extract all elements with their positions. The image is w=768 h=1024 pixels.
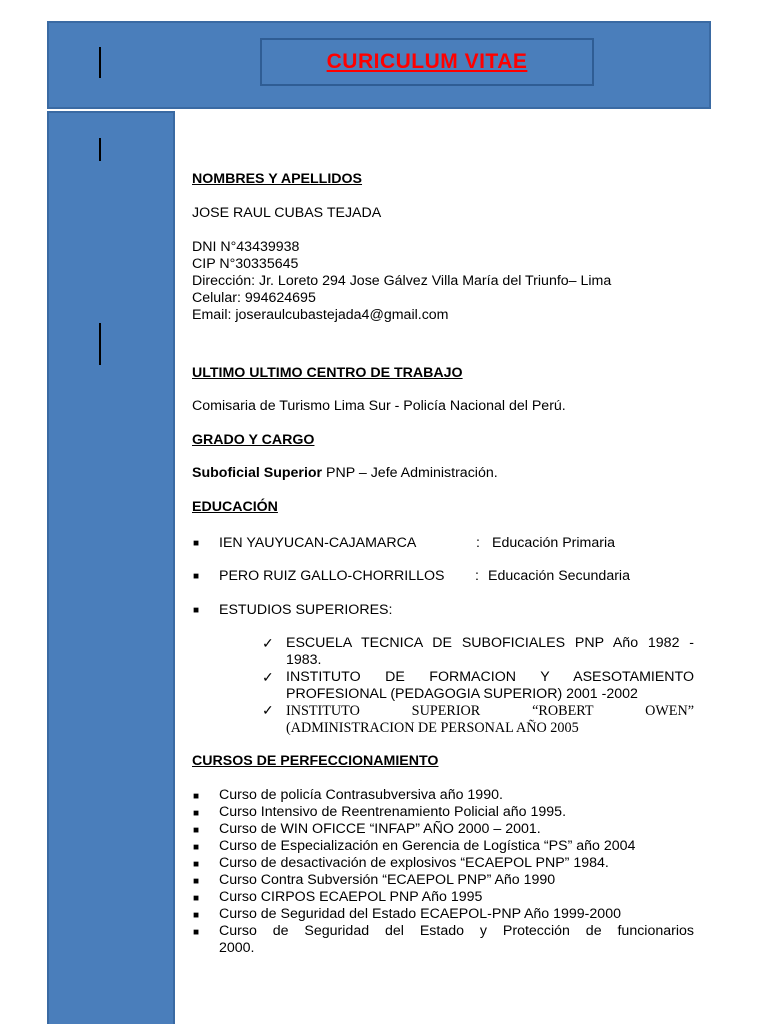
- education-school: PERO RUIZ GALLO-CHORRILLOS: [219, 568, 445, 584]
- decorative-bar: [99, 138, 101, 161]
- bullet: ■: [193, 842, 200, 853]
- full-name: JOSE RAUL CUBAS TEJADA: [192, 205, 382, 221]
- education-level: Educación Primaria: [492, 535, 616, 551]
- course-item: Curso CIRPOS ECAEPOL PNP Año 1995: [219, 889, 483, 905]
- cip: CIP N°30335645: [192, 256, 299, 272]
- course-item: Curso de desactivación de explosivos “ECAEPOL PNP” 1984.: [219, 855, 609, 871]
- section-heading-education: EDUCACIÓN: [192, 499, 278, 515]
- course-item: Curso de policía Contrasubversiva año 1990.: [219, 787, 503, 803]
- higher-line: PROFESIONAL (PEDAGOGIA SUPERIOR) 2001 -2002: [286, 686, 638, 702]
- bullet: ■: [193, 605, 200, 616]
- higher-line: 1983.: [286, 652, 322, 668]
- course-item: Curso de Especialización en Gerencia de Logística “PS” año 2004: [219, 838, 636, 854]
- bullet: ■: [193, 808, 200, 819]
- bullet: ■: [193, 876, 200, 887]
- bullet: ■: [193, 571, 200, 582]
- bullet: ■: [193, 910, 200, 921]
- bullet: ■: [193, 825, 200, 836]
- bullet: ■: [193, 893, 200, 904]
- address: Dirección: Jr. Loreto 294 Jose Gálvez Villa María del Triunfo– Lima: [192, 273, 612, 289]
- course-item: Curso de Seguridad del Estado ECAEPOL-PNP Año 1999-2000: [219, 906, 621, 922]
- title-box: [260, 38, 594, 86]
- education-school: ESTUDIOS SUPERIORES:: [219, 602, 393, 618]
- decorative-bar: [99, 323, 101, 365]
- side-band: [47, 111, 175, 1024]
- check-icon: ✓: [262, 635, 274, 651]
- bullet: ■: [193, 927, 200, 938]
- decorative-bar: [99, 47, 101, 78]
- section-heading-work: ULTIMO ULTIMO CENTRO DE TRABAJO: [192, 365, 463, 381]
- phone: Celular: 994624695: [192, 290, 316, 306]
- check-icon: ✓: [262, 702, 274, 718]
- rank-title: Suboficial Superior: [192, 465, 323, 481]
- section-heading-courses: CURSOS DE PERFECCIONAMIENTO: [192, 753, 439, 769]
- course-item: Curso de WIN OFICCE “INFAP” AÑO 2000 – 2001.: [219, 821, 541, 837]
- higher-line: INSTITUTO DE FORMACION Y ASESOTAMIENTO: [286, 669, 694, 685]
- course-item: Curso de Seguridad del Estado y Protección de funcionarios: [219, 923, 694, 939]
- higher-line: INSTITUTO SUPERIOR “ROBERT OWEN”: [286, 703, 694, 719]
- education-sep: :: [476, 535, 480, 551]
- course-item: Curso Intensivo de Reentrenamiento Policial año 1995.: [219, 804, 567, 820]
- course-item: Curso Contra Subversión “ECAEPOL PNP” Año 1990: [219, 872, 556, 888]
- bullet: ■: [193, 538, 200, 549]
- bullet: ■: [193, 791, 200, 802]
- email: Email: joseraulcubastejada4@gmail.com: [192, 307, 449, 323]
- bullet: ■: [193, 859, 200, 870]
- higher-line: (ADMINISTRACION DE PERSONAL AÑO 2005: [286, 720, 579, 736]
- course-item-continued: 2000.: [219, 940, 255, 956]
- education-school: IEN YAUYUCAN-CAJAMARCA: [219, 535, 417, 551]
- check-icon: ✓: [262, 669, 274, 685]
- section-heading-rank: GRADO Y CARGO: [192, 432, 315, 448]
- rank-value: [192, 465, 498, 481]
- higher-line: ESCUELA TECNICA DE SUBOFICIALES PNP Año 1982 -: [286, 635, 694, 651]
- section-heading-personal: NOMBRES Y APELLIDOS: [192, 171, 363, 187]
- page-title: CURICULUM VITAE: [326, 50, 528, 73]
- work-place: Comisaria de Turismo Lima Sur - Policía Nacional del Perú.: [192, 398, 566, 414]
- education-level: Educación Secundaria: [488, 568, 630, 584]
- dni: DNI N°43439938: [192, 239, 300, 255]
- education-sep: :: [475, 568, 479, 584]
- rank-detail: PNP – Jefe Administración.: [322, 465, 498, 481]
